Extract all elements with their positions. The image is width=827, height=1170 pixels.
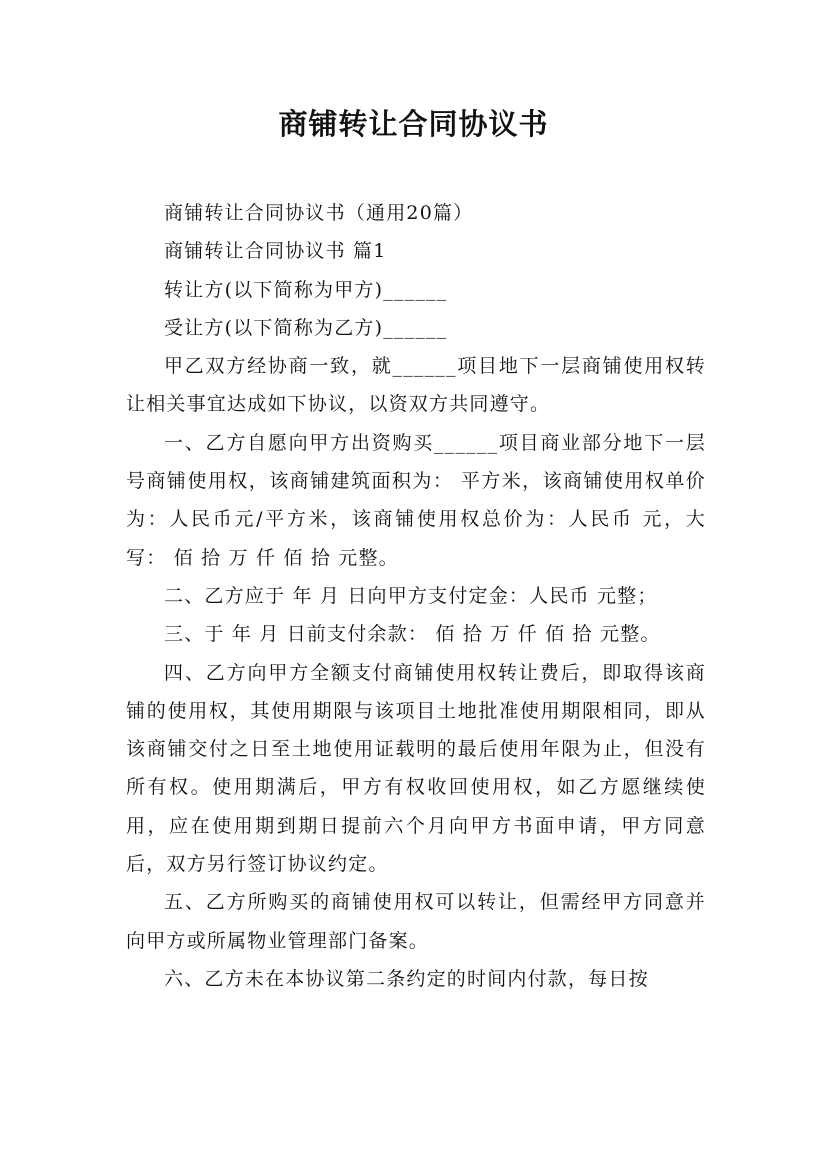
paragraph-clause-6: 六、乙方未在本协议第二条约定的时间内付款，每日按 <box>164 967 649 990</box>
paragraph-clause-1: 一、乙方自愿向甲方出资购买______项目商业部分地下一层 号商铺使用权，该商铺建筑面积为： 平方米，该商铺使用权单价为：人民币元/平方米，该商铺使用权总价为：人民币 元，大写： 佰 拾 万 仟 佰 拾 元整。 <box>126 431 706 569</box>
paragraph-transferor: 转让方(以下简称为甲方)______ <box>164 278 448 301</box>
paragraph-clause-2: 二、乙方应于 年 月 日向甲方支付定金：人民币 元整； <box>164 584 658 607</box>
paragraph-transferee: 受让方(以下简称为乙方)______ <box>164 316 448 339</box>
paragraph-section-heading: 商铺转让合同协议书 篇1 <box>164 240 387 263</box>
paragraph-clause-3: 三、于 年 月 日前支付余款： 佰 拾 万 仟 佰 拾 元整。 <box>164 623 661 646</box>
document-body <box>126 194 706 998</box>
paragraph-preamble: 甲乙双方经协商一致，就______项目地下一层商铺使用权转让相关事宜达成如下协议，以资双方共同遵守。 <box>126 355 706 416</box>
paragraph-clause-5: 五、乙方所购买的商铺使用权可以转让，但需经甲方同意并向甲方或所属物业管理部门备案。 <box>126 891 706 952</box>
document-title: 商铺转让合同协议书 <box>278 107 549 141</box>
paragraph-clause-4: 四、乙方向甲方全额支付商铺使用权转让费后，即取得该商铺的使用权，其使用期限与该项目土地批准使用期限相同，即从该商铺交付之日至土地使用证载明的最后使用年限为止，但没有所有权。使用期满后，甲方有权收回使用权，如乙方愿继续使用，应在使用期到期日提前六个月向甲方书面申请，甲方同意后，双方另行签订协议约定。 <box>126 661 706 876</box>
paragraph-subtitle: 商铺转让合同协议书（通用20篇） <box>164 202 474 224</box>
